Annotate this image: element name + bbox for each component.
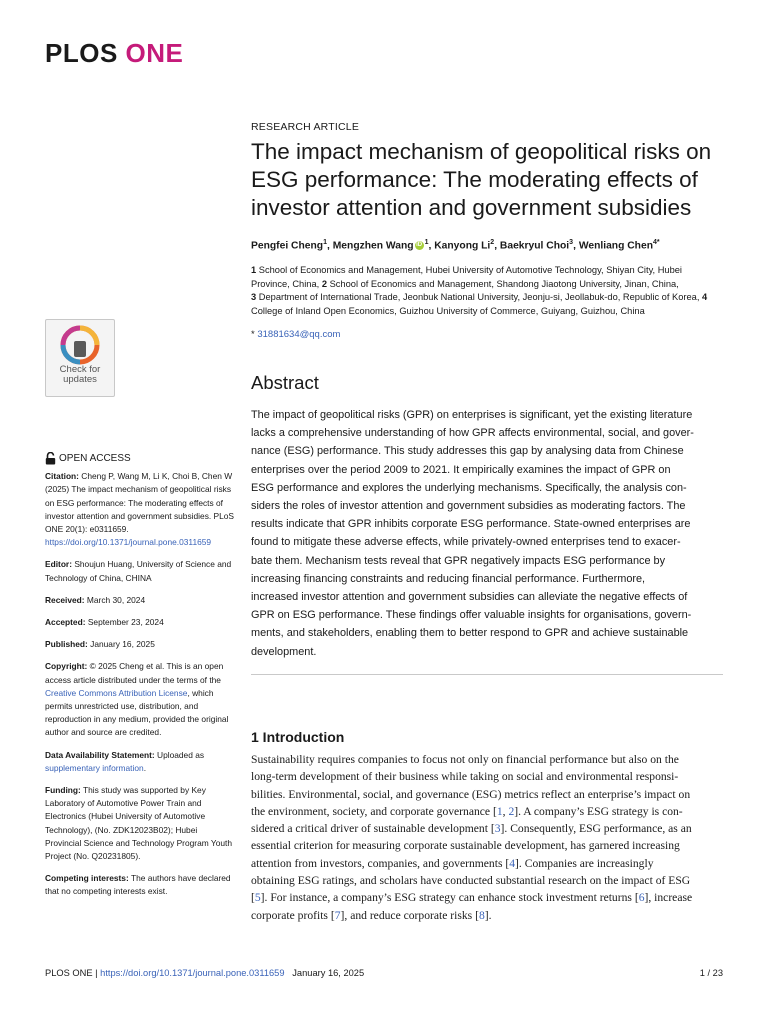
abstract-heading: Abstract [251,372,319,393]
competing-interests-block [45,872,235,898]
abstract-line: enterprises over the period 2009 to 2021. It empirically examines the impact of GPR on [251,463,671,476]
article-info-sidebar [45,452,235,908]
introduction-line: bilities. Environmental, social, and governance (ESG) metrics reflect an enterprise’s impact on [251,787,691,801]
competing-interests-label: Competing interests: [45,873,129,884]
introduction-line: corporate profits [7], and reduce corporate risks [8]. [251,908,492,922]
affil-num: 4 [702,292,708,302]
open-access-label [45,452,235,465]
received-date: March 30, 2024 [86,594,146,605]
data-availability-end: . [143,762,147,773]
copyright-text-end: , which permits unrestricted use, distribution, and reproduction in any medium, provided the original author and source are credited. [45,687,229,738]
page-footer [45,968,723,978]
competing-interests-text: The authors have declared that no competing interests exist. [45,873,231,897]
abstract-line: nance (ESG) performance. This study addresses this gap by analysing data from Chinese [251,445,684,458]
author-sup: 2 [490,239,495,246]
citation-text: Cheng P, Wang M, Li K, Choi B, Chen W (2025) The impact mechanism of geopolitical risks on ESG performance: The moderating effects of investor attention and government subsidies. PLoS ONE 20(1): e0311659. [45,471,235,535]
author-list: Pengfei Cheng$^1$, Mengzhen Wang iD $^1$, Kanyong Li$^2$, Baekryul Choi$^3$, Wenliang Chen$^{4*}$ [251,239,660,252]
introduction-body [251,751,723,924]
author-name: Wenliang Chen [578,240,653,252]
abstract-line: ments, and stakeholders, enabling them to better respond to GPR and achieve sustainable [251,627,689,640]
abstract-body [251,406,721,661]
affiliations [251,264,719,318]
received-label: Received: [45,594,85,605]
received-block [45,594,235,607]
citation-ref-link[interactable]: 5 [254,891,261,905]
abstract-line: GPR on ESG performance. These findings offer valuable insights for organisations, govern- [251,609,692,622]
author-sup: 3 [569,239,574,246]
journal-logo [45,38,183,69]
abstract-line: increasing financing constraints and reducing financial performance. Furthermore, [251,572,646,585]
footer-date: January 16, 2025 [292,968,365,978]
editor-text: Shoujun Huang, University of Science and Technology of China, CHINA [45,559,232,583]
logo-one: ONE [125,38,184,68]
abstract-line: development. [251,645,317,658]
abstract-line: The impact of geopolitical risks (GPR) on enterprises is significant, yet the existing literature [251,409,693,421]
article-type: RESEARCH ARTICLE [251,121,360,133]
accepted-date: September 23, 2024 [87,617,164,628]
check-for-updates-badge[interactable] [45,319,115,397]
citation-ref-link[interactable]: 2 [508,804,515,818]
editor-label: Editor: [45,559,72,570]
abstract-line: ESG performance and explores the underlying mechanisms. Specifically, the analysis con- [251,481,687,494]
affil-num: 2 [321,278,327,289]
published-block [45,638,235,651]
citation-ref-link[interactable]: 1 [496,804,503,818]
article-title: The impact mechanism of geopolitical risks on ESG performance: The moderating effects of investor attention and government subsidies [251,139,712,220]
citation-label: Citation: [45,471,79,482]
author-sup: 1 [424,239,429,246]
citation-block [45,470,235,549]
accepted-label: Accepted: [45,617,86,628]
introduction-line: long-term development of their business while taking on social and environmental responsi- [251,770,679,784]
author-sup: 1 [323,239,327,246]
abstract-line: results indicate that GPR inhibits corporate ESG performance. State-owned enterprises are [251,518,691,531]
section-divider [251,674,723,675]
introduction-line: essential criterion for measuring corporate sustainable development, has garnered increasing [251,839,680,853]
published-label: Published: [45,639,88,650]
check-updates-icon [60,325,100,365]
funding-block [45,784,235,863]
introduction-heading: 1 Introduction [251,729,345,745]
affil-text: Department of International Trade, Jeonbuk National University, Jeonju-si, Jeollabuk-do, Republic of Korea, [258,292,700,302]
editor-block [45,558,235,584]
supplementary-link[interactable]: supplementary information [45,762,144,773]
footer-journal: PLOS ONE [45,968,93,978]
affil-num: 3 [251,292,257,302]
data-availability-block [45,749,235,775]
abstract-line: lacks a comprehensive understanding of how GPR affects environmental, social, and gover- [251,427,694,440]
published-date: January 16, 2025 [90,639,155,650]
orcid-icon[interactable]: iD [416,242,423,249]
introduction-line: attention from investors, companies, and governments [4]. Companies are increasingly [251,856,654,870]
abstract-line: bate them. Mechanism tests reveal that GPR negatively impacts ESG performance by [251,554,666,567]
asterisk: * [251,329,255,340]
introduction-line: the environment, society, and corporate governance [1, 2]. A company’s ESG strategy is con- [251,804,683,818]
email-link[interactable]: 31881634@qq.com [257,329,341,340]
data-availability-label: Data Availability Statement: [45,749,155,760]
abstract-line: found to mitigate these adverse effects, while privately-owned enterprises tend to exacer- [251,536,681,549]
open-access-text: OPEN ACCESS [59,453,131,464]
corresponding-email [251,329,340,340]
badge-label [46,365,114,385]
author-name: Pengfei Cheng [251,240,324,252]
author-name: Baekryul Choi [499,240,570,252]
citation-ref-link[interactable]: 6 [638,891,645,905]
author-name: Mengzhen Wang [332,240,414,252]
author-sup: 4* [653,239,660,246]
author-name: Kanyong Li [434,240,491,252]
open-lock-icon [45,452,56,465]
badge-line2: updates [63,374,97,385]
abstract-line: increased investor attention and government subsidies can alleviate the negative effects of [251,591,688,604]
introduction-line: Sustainability requires companies to focus not only on financial performance but also on the [251,753,679,766]
accepted-block [45,616,235,629]
copyright-text: © 2025 Cheng et al. This is an open access article distributed under the terms of the [45,661,224,685]
logo-plos: PLOS [45,38,118,68]
funding-text: This study was supported by Key Laboratory of Automotive Power Train and Electronics (Hubei University of Automotive Technology), (No. ZDK12023B02); Hubei Provincial Science and Technology Program Youth Project (No. Q20231805). [45,785,233,862]
footer-separator: | [95,968,98,978]
affil-num: 1 [251,265,257,275]
affil-text: College of Inland Open Economics, Guizhou University of Commerce, Guiyang, Guizhou, China [251,305,645,316]
introduction-line: sidered a critical driver of sustainable development [3]. Consequently, ESG performance, as an [251,822,692,836]
citation-ref-link[interactable]: 3 [494,822,501,836]
affil-text: School of Economics and Management, Hubei University of Automotive Technology, Shiyan City, Hubei Province, China, [251,265,682,289]
citation-ref-link[interactable]: 7 [334,908,341,922]
abstract-line: siders the roles of investor attention and government subsidies as moderating factors. The [251,500,686,513]
citation-doi-link[interactable]: https://doi.org/10.1371/journal.pone.0311659 [45,537,212,548]
funding-label: Funding: [45,785,81,796]
copyright-label: Copyright: [45,661,88,672]
license-link[interactable]: Creative Commons Attribution License [45,687,188,698]
introduction-line: [5]. For instance, a company’s ESG strategy can enhance stock investment returns [6], increase [251,891,693,905]
data-availability-text: Uploaded as [157,749,205,760]
introduction-line: obtaining ESG ratings, and scholars have conducted substantial research on the impact of ESG [251,874,691,888]
affil-text: School of Economics and Management, Shandong Jiaotong University, Jinan, China, [329,278,679,289]
footer-doi-link[interactable]: https://doi.org/10.1371/journal.pone.0311659 [100,968,285,978]
page-number: 1 / 23 [699,968,723,978]
copyright-block [45,660,235,739]
citation-ref-link[interactable]: 8 [478,908,485,922]
badge-line1: Check for [59,364,101,375]
citation-ref-link[interactable]: 4 [509,856,516,870]
